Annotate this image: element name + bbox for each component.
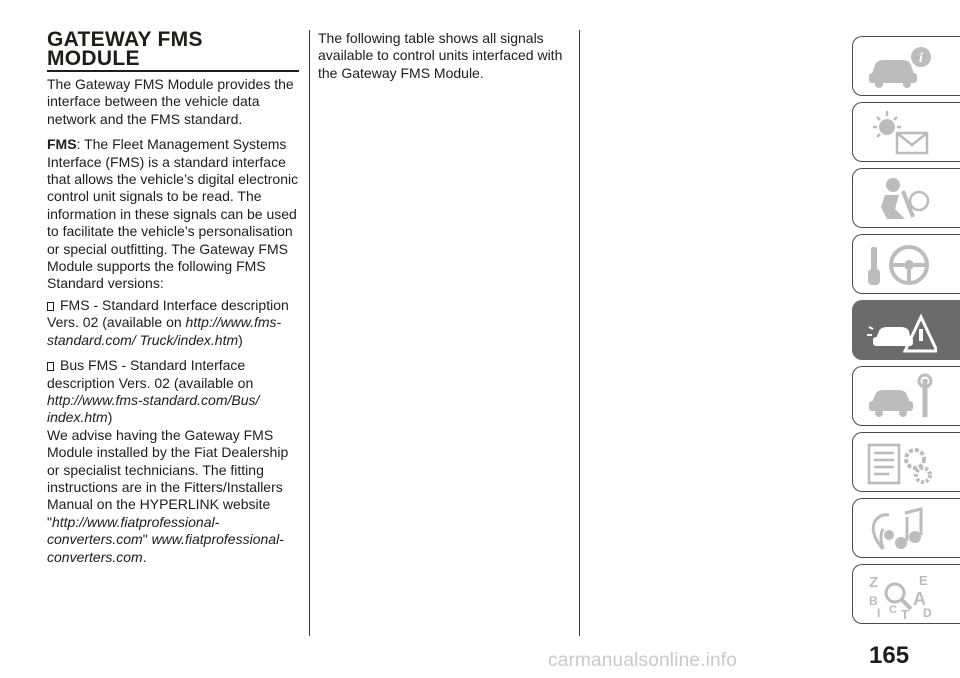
title-line-2: MODULE <box>47 47 140 70</box>
svg-text:Z: Z <box>869 574 879 591</box>
bullet-text: FMS - Standard Interface description Vers. 02 (available on <box>47 296 289 331</box>
tab-vehicle-info[interactable] <box>852 36 960 96</box>
middle-column <box>318 30 570 90</box>
vehicle-info-icon <box>865 43 937 91</box>
bullet-close: ) <box>238 331 243 348</box>
svg-text:A: A <box>913 589 926 609</box>
fms-definition: : The Fleet Management Systems Interface (FMS) is a standard interface that allows the vehicle’s digital electronic control unit signals to be read. The information in these signals can be used to facilitate the vehicle’s personalisation or special outfitting. The Gateway FMS Module supports the following FMS Standard versions: <box>47 136 299 292</box>
svg-text:C: C <box>889 604 897 616</box>
left-column <box>47 30 299 574</box>
advice-mid: " <box>142 531 152 548</box>
column-divider <box>579 30 580 636</box>
converters-link-2[interactable]: www.fiatprofessional-converters.com <box>47 531 284 565</box>
table-intro-paragraph: The following table shows all signals available to control units interfaced with the Gateway FMS Module. <box>318 30 563 81</box>
car-maintenance-icon <box>865 373 937 421</box>
watermark: carmanualsonline.info <box>548 650 738 671</box>
advice-paragraph <box>47 427 299 566</box>
tab-seat-safety[interactable] <box>852 168 960 228</box>
fms-truck-link[interactable]: http://www.fms-standard.com/ Truck/index.htm <box>47 314 282 348</box>
bullet-text: Bus FMS - Standard Interface description Vers. 02 (available on <box>47 357 254 391</box>
section-title <box>47 30 299 72</box>
tab-car-maintenance[interactable] <box>852 366 960 426</box>
bullet-item <box>47 297 299 349</box>
index-letters-icon <box>865 571 937 619</box>
fms-term: FMS <box>47 136 77 153</box>
tab-multimedia[interactable] <box>852 498 960 558</box>
converters-link[interactable]: http://www.fiatprofessional-converters.com <box>47 513 220 548</box>
key-steering-icon <box>865 241 937 289</box>
fms-bus-link[interactable]: http://www.fms-standard.com/Bus/ index.htm <box>47 391 260 426</box>
svg-text:B: B <box>869 594 878 608</box>
tab-index[interactable] <box>852 564 960 624</box>
tab-key-steering[interactable] <box>852 234 960 294</box>
seat-safety-icon <box>865 175 937 223</box>
bullet-box-icon <box>47 362 54 371</box>
specs-gears-icon <box>865 439 937 487</box>
advice-end: . <box>142 548 147 565</box>
bullet-box-icon <box>47 302 54 311</box>
advice-text: We advise having the Gateway FMS Module installed by the Fiat Dealership or specialist technicians. The fitting instructions are in the Fitters/Installers Manual on the HYPERLINK website " <box>47 426 289 530</box>
svg-text:i: i <box>919 51 923 66</box>
multimedia-icon <box>865 505 937 553</box>
bullet-close: ) <box>107 409 113 426</box>
svg-text:T: T <box>901 607 909 619</box>
tab-emergency[interactable] <box>852 300 960 360</box>
svg-text:I: I <box>877 606 881 619</box>
svg-text:D: D <box>923 606 932 619</box>
lights-messages-icon <box>865 109 937 157</box>
title-line-1: GATEWAY FMS <box>47 28 203 51</box>
svg-text:E: E <box>919 573 928 588</box>
tab-specs-gears[interactable] <box>852 432 960 492</box>
fms-paragraph <box>47 136 299 293</box>
bullet-item <box>47 357 299 427</box>
emergency-icon <box>865 307 937 355</box>
column-divider <box>309 30 310 636</box>
tab-lights-messages[interactable] <box>852 102 960 162</box>
intro-paragraph: The Gateway FMS Module provides the interface between the vehicle data network and the FMS standard. <box>47 76 294 127</box>
page-number: 165 <box>869 642 910 669</box>
